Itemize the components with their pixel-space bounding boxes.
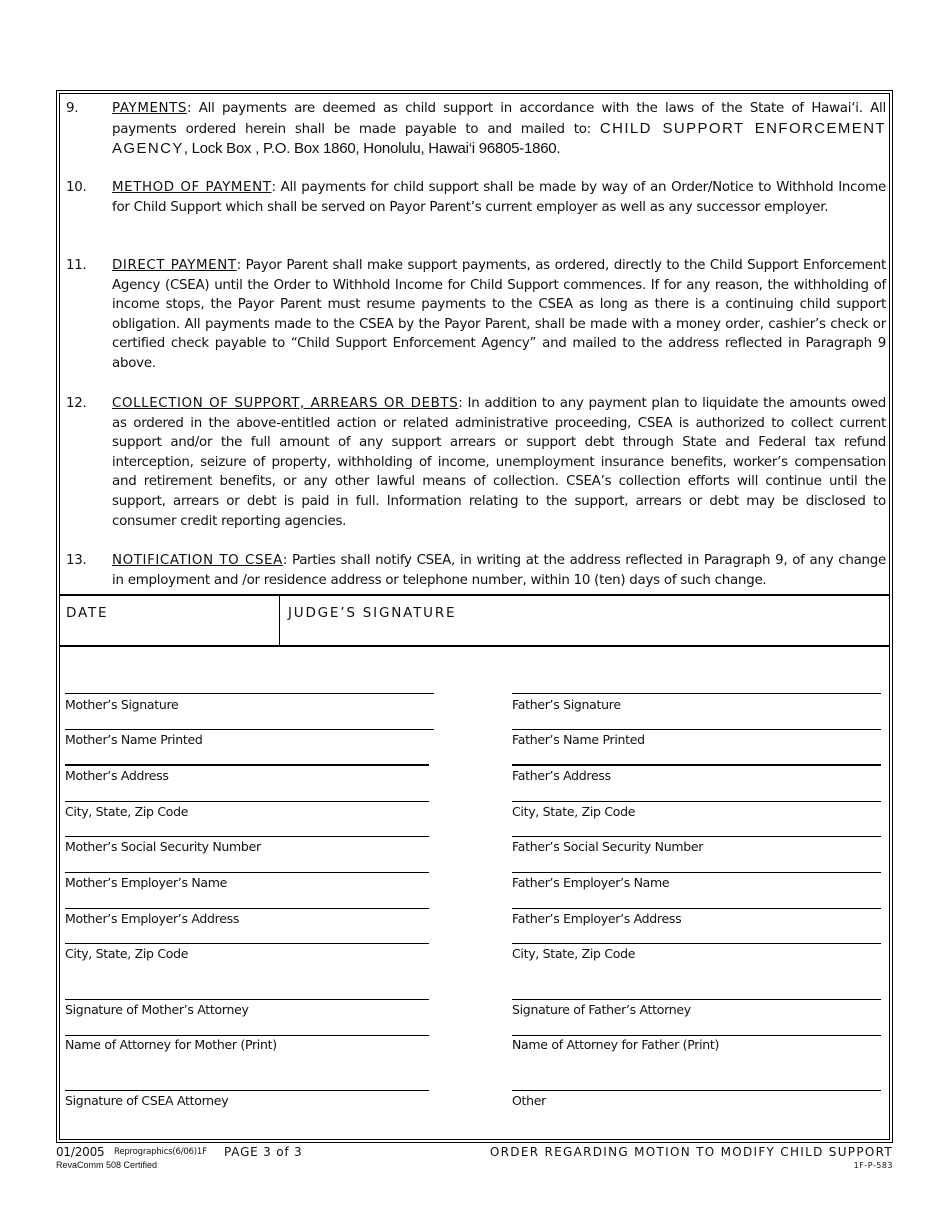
other-signature-line[interactable] <box>512 1090 881 1091</box>
father-ssn-line[interactable] <box>512 836 881 837</box>
father-city-caption: City, State, Zip Code <box>512 804 636 819</box>
paragraph-12 <box>66 394 886 531</box>
judge-signature-label: JUDGE’S SIGNATURE <box>288 605 457 621</box>
mother-city-line[interactable] <box>65 801 429 802</box>
father-signature-line[interactable] <box>512 693 881 694</box>
csea-attorney-signature-caption: Signature of CSEA Attorney <box>65 1093 229 1108</box>
mother-signature-caption: Mother’s Signature <box>65 697 179 712</box>
father-employer-name-caption: Father’s Employer’s Name <box>512 875 670 890</box>
paragraph-heading: PAYMENTS <box>112 101 188 116</box>
mother-attorney-name-line[interactable] <box>65 1035 429 1036</box>
father-attorney-signature-caption: Signature of Father’s Attorney <box>512 1002 691 1017</box>
paragraph-9 <box>66 99 886 160</box>
father-employer-city-caption: City, State, Zip Code <box>512 946 636 961</box>
paragraph-13 <box>66 551 886 590</box>
paragraph-body: : Parties shall notify CSEA, in writing at the address reflected in Paragraph 9, of any change in employment and /or residence address or telephone number, within 10 (ten) days of such change. <box>112 553 886 588</box>
paragraph-number: 9. <box>66 101 79 116</box>
footer-certified: RevaComm 508 Certified <box>56 1160 158 1170</box>
payee-address: , Lock Box , P.O. Box 1860, Honolulu, Hawai‘i 96805-1860. <box>183 140 561 158</box>
father-address-line[interactable] <box>512 764 881 766</box>
footer-form-date: 01/2005 <box>56 1145 105 1159</box>
footer-reprographics: Reprographics(6/06)1F <box>114 1147 207 1157</box>
father-employer-name-line[interactable] <box>512 872 881 873</box>
father-name-caption: Father’s Name Printed <box>512 732 645 747</box>
footer-form-number: 1F-P-583 <box>853 1161 893 1170</box>
mother-employer-city-line[interactable] <box>65 943 429 944</box>
judge-box-top-border <box>59 594 890 596</box>
date-field-label: DATE <box>66 605 109 621</box>
judge-box-bottom-border <box>59 645 890 647</box>
mother-address-caption: Mother’s Address <box>65 768 169 783</box>
father-address-caption: Father’s Address <box>512 768 611 783</box>
father-name-line[interactable] <box>512 729 881 730</box>
form-inner-border <box>59 93 890 1140</box>
mother-employer-city-caption: City, State, Zip Code <box>65 946 189 961</box>
paragraph-number: 13. <box>66 553 87 568</box>
mother-attorney-signature-caption: Signature of Mother’s Attorney <box>65 1002 249 1017</box>
father-attorney-name-line[interactable] <box>512 1035 881 1036</box>
father-employer-address-line[interactable] <box>512 908 881 909</box>
father-employer-city-line[interactable] <box>512 943 881 944</box>
mother-ssn-line[interactable] <box>65 836 429 837</box>
paragraph-heading: METHOD OF PAYMENT <box>112 180 272 195</box>
paragraph-number: 12. <box>66 396 87 411</box>
mother-attorney-name-caption: Name of Attorney for Mother (Print) <box>65 1037 277 1052</box>
mother-ssn-caption: Mother’s Social Security Number <box>65 839 261 854</box>
judge-box-divider <box>279 596 280 646</box>
mother-name-line[interactable] <box>65 729 434 730</box>
father-ssn-caption: Father’s Social Security Number <box>512 839 704 854</box>
paragraph-body: : Payor Parent shall make support payments, as ordered, directly to the Child Support Enforcement Agency (CSEA) until the Order to Withhold Income for Child Support commences. If for any reason, the withholding of income stops, the Payor Parent must resume payments to the CSEA as long as there is a continuing child support obligation. All payments made to the CSEA by the Payor Parent, shall be made with a money order, cashier’s check or certified check payable to “Child Support Enforcement Agency” and mailed to the address reflected in Paragraph 9 above. <box>112 258 886 371</box>
mother-city-caption: City, State, Zip Code <box>65 804 189 819</box>
paragraph-heading: NOTIFICATION TO CSEA <box>112 553 283 568</box>
mother-employer-address-line[interactable] <box>65 908 429 909</box>
father-employer-address-caption: Father’s Employer’s Address <box>512 911 682 926</box>
mother-employer-name-line[interactable] <box>65 872 429 873</box>
paragraph-10 <box>66 178 886 217</box>
mother-signature-line[interactable] <box>65 693 434 694</box>
mother-attorney-signature-line[interactable] <box>65 999 429 1000</box>
mother-employer-name-caption: Mother’s Employer’s Name <box>65 875 228 890</box>
father-attorney-signature-line[interactable] <box>512 999 881 1000</box>
other-signature-caption: Other <box>512 1093 546 1108</box>
payee-agency-name: CHILD SUPPORT ENFORCEMENT AGENCY <box>112 119 886 158</box>
footer-page-number: PAGE 3 of 3 <box>224 1145 303 1159</box>
paragraph-heading: DIRECT PAYMENT <box>112 258 237 273</box>
paragraph-number: 11. <box>66 258 87 273</box>
paragraph-body: : All payments for child support shall be made by way of an Order/Notice to Withhold Income for Child Support which shall be served on Payor Parent’s current employer as well as any successor employer. <box>112 180 886 215</box>
father-attorney-name-caption: Name of Attorney for Father (Print) <box>512 1037 720 1052</box>
mother-name-caption: Mother’s Name Printed <box>65 732 203 747</box>
paragraph-body: : In addition to any payment plan to liquidate the amounts owed as ordered in the above-entitled action or related administrative proceeding, CSEA is authorized to collect current support and/or the full amount of any support arrears or support debt through State and Federal tax refund interception, seizure of property, withholding of income, unemployment insurance benefits, worker’s compensation and retirement benefits, or any other lawful means of collection. CSEA’s collection efforts will continue until the support, arrears or debt is paid in full. Information relating to the support, arrears or debt may be disclosed to consumer credit reporting agencies. <box>112 396 886 529</box>
paragraph-heading: COLLECTION OF SUPPORT, ARREARS OR DEBTS <box>112 396 459 411</box>
mother-employer-address-caption: Mother’s Employer’s Address <box>65 911 240 926</box>
paragraph-11 <box>66 256 886 374</box>
father-city-line[interactable] <box>512 801 881 802</box>
paragraph-number: 10. <box>66 180 87 195</box>
footer-form-title: ORDER REGARDING MOTION TO MODIFY CHILD SUPPORT <box>489 1145 893 1159</box>
csea-attorney-signature-line[interactable] <box>65 1090 429 1091</box>
mother-address-line[interactable] <box>65 764 429 766</box>
paragraph-body: : All payments are deemed as child support in accordance with the laws of the State of Hawai‘i. All payments ordered herein shall be made payable to and mailed to: <box>112 101 886 137</box>
father-signature-caption: Father’s Signature <box>512 697 621 712</box>
